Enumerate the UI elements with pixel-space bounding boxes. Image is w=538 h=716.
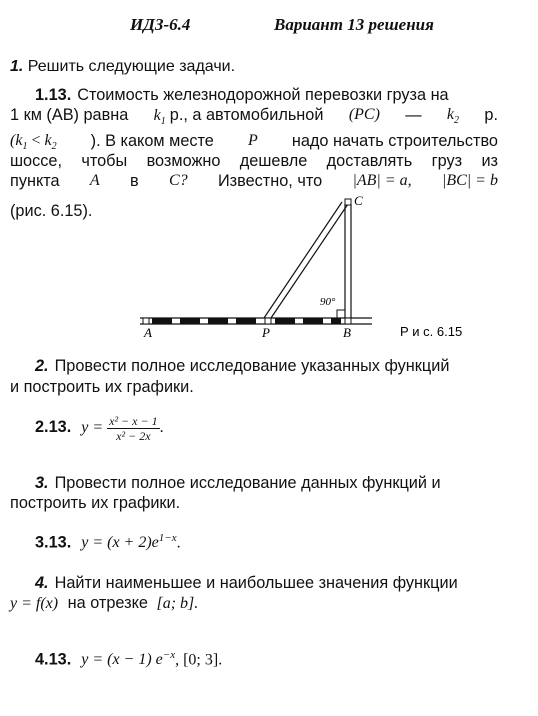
problem-2-13: 2.13. y = $\frac{\text{x² − x − 1}}{\text{x² − 2x}}$ . — [35, 414, 164, 443]
problem-3-13: 3.13. $y = (x + 2)e^{1-x}$. — [35, 532, 181, 552]
point-b-marker — [345, 318, 351, 324]
problem-1-13-line-1: 1.13. Стоимость железнодорожной перевозки груза на — [35, 86, 449, 104]
section-4-number: 4. — [35, 574, 49, 592]
label-angle: 90° — [320, 296, 336, 308]
railway-ties — [152, 318, 341, 324]
variant-title: Вариант 13 решения — [274, 15, 434, 34]
problem-1-13-line-4: шоссе, чтобы возможно дешевле доставлять груз из — [10, 152, 498, 170]
point-p-marker — [265, 318, 271, 324]
section-4-line-1: 4. Найти наименьшее и наибольшее значения функции — [35, 574, 458, 592]
label-a: A — [144, 325, 152, 340]
problem-2-13-fraction: $\frac{\text{x² − x − 1}}{\text{x² − 2x}}$ — [109, 414, 158, 443]
point-c-marker — [345, 199, 351, 205]
section-3-number: 3. — [35, 474, 49, 492]
section-2-number: 2. — [35, 357, 49, 375]
figure-caption: Р и с. 6.15 — [400, 324, 463, 339]
problem-2-13-number: 2.13. — [35, 418, 72, 437]
label-c: C — [354, 193, 363, 208]
section-3-line-1: 3. Провести полное исследование данных функций и — [35, 474, 441, 492]
section-1-heading — [10, 58, 235, 76]
problem-4-13-number: 4.13. — [35, 650, 72, 669]
road-pc-right — [271, 204, 348, 318]
right-angle-marker — [337, 310, 345, 318]
problem-1-13-line-3: ($k_1 < k_2$ ). В каком месте P надо начать строительство — [10, 132, 498, 153]
point-a-marker — [143, 318, 149, 324]
section-1-title: Решить следующие задачи. — [27, 58, 236, 75]
problem-1-13-line-5: пункта A в C? Известно, что |AB| = a, |BC| = b — [10, 172, 498, 190]
problem-1-13-line-2: 1 км (AB) равна $k_1$ р., а автомобильной (PC) — $k_2$ р. — [10, 106, 498, 128]
section-3-line-2: построить их графики. — [10, 494, 181, 512]
problem-4-13: 4.13. y = (x − 1) $e^{-x}$, [0; 3]. — [35, 649, 223, 669]
section-1-number: 1. — [10, 58, 24, 75]
section-2-line-1: 2. Провести полное исследование указанных функций — [35, 357, 450, 375]
problem-1-13-figure-ref: (рис. 6.15). — [10, 202, 93, 220]
doc-code: ИДЗ-6.4 — [130, 15, 191, 34]
section-4-line-2: y = f(x) на отрезке [a; b]. — [10, 594, 199, 612]
problem-1-13-number: 1.13. — [35, 86, 72, 104]
problem-3-13-number: 3.13. — [35, 533, 72, 552]
section-2-line-2: и построить их графики. — [10, 378, 194, 396]
label-b: B — [343, 325, 351, 340]
figure-6-15 — [0, 190, 538, 340]
label-p: P — [262, 325, 270, 340]
